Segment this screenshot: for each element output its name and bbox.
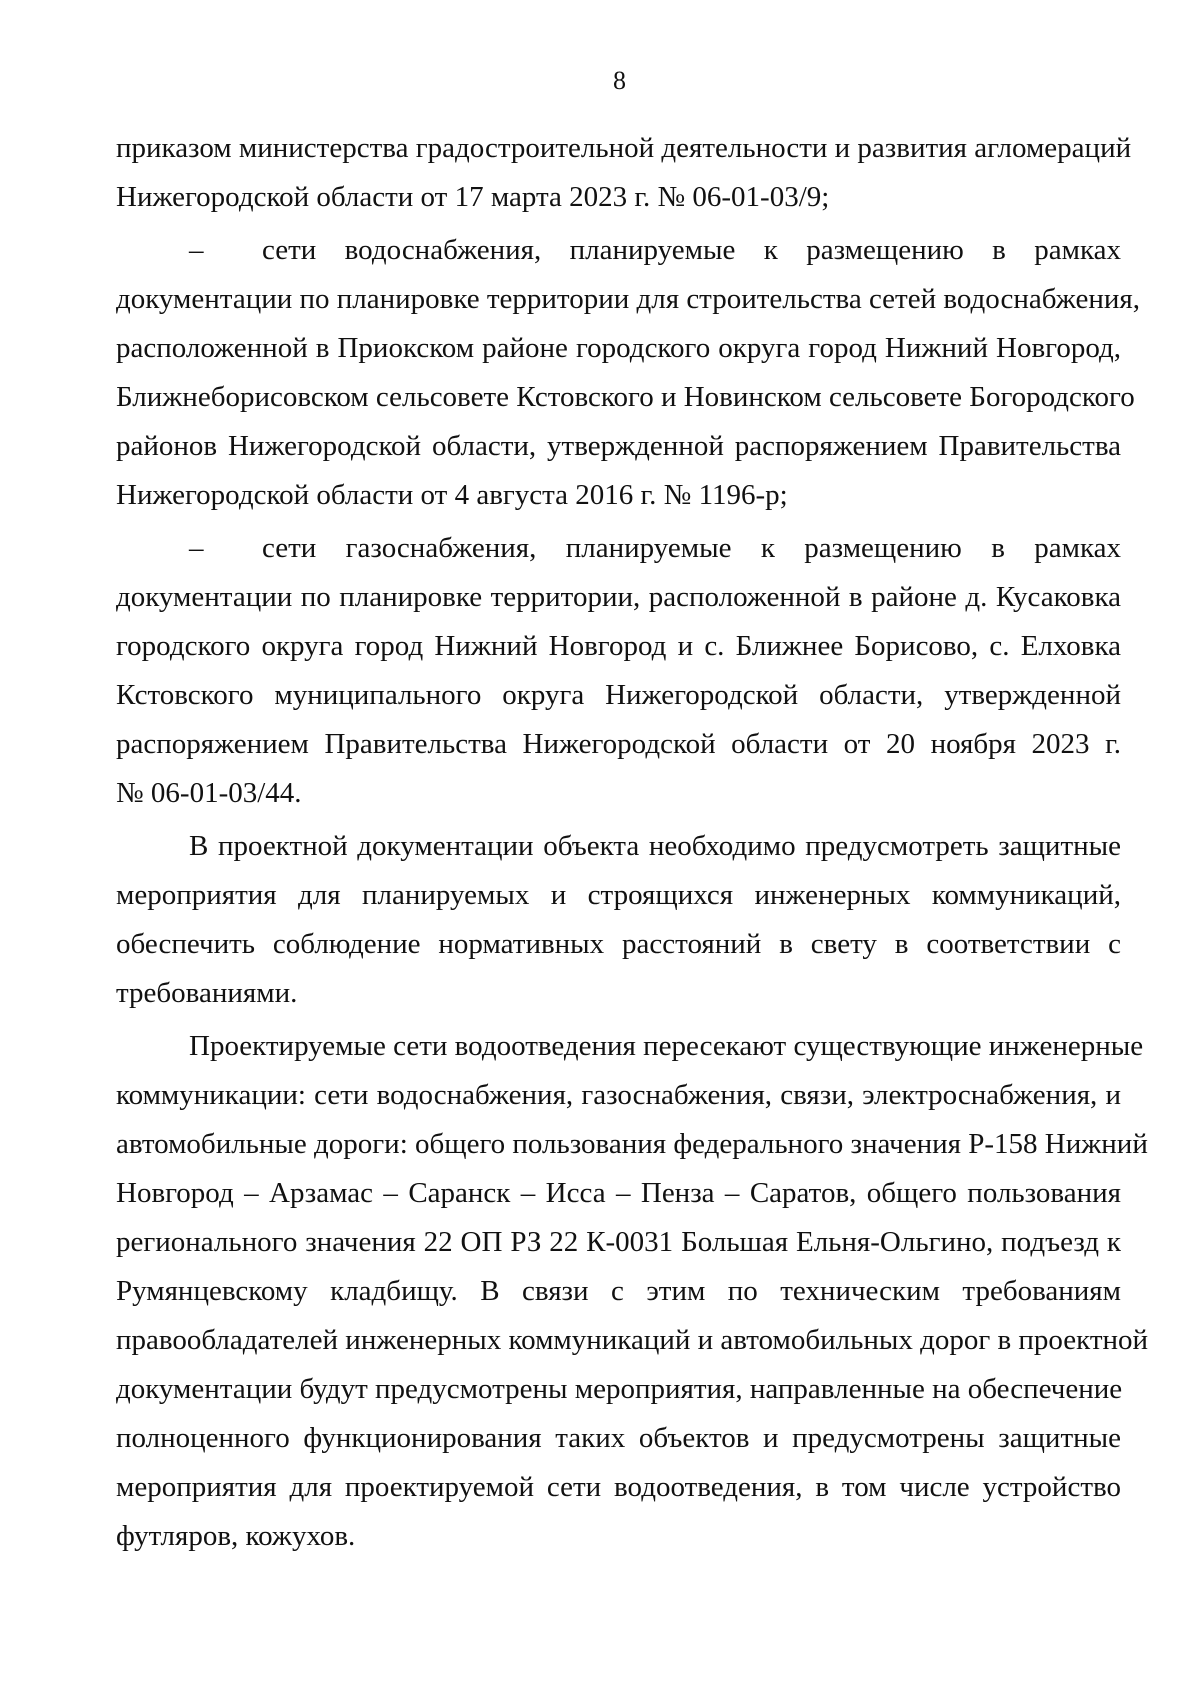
- text-line: Нижегородской области от 4 августа 2016 г. № 1196-р;: [116, 479, 788, 511]
- text-line: Нижегородской области от 17 марта 2023 г. № 06-01-03/9;: [116, 181, 830, 213]
- paragraph-protective-measures: [116, 822, 1121, 1018]
- text-line: коммуникации: сети водоснабжения, газоснабжения, связи, электроснабжения, и: [116, 1079, 1121, 1111]
- list-item-first-line: [116, 524, 1121, 573]
- text-line: документации по планировке территории для строительства сетей водоснабжения,: [116, 283, 1140, 315]
- text-line: расположенной в Приокском районе городского округа город Нижний Новгород,: [116, 332, 1121, 364]
- text-line: В проектной документации объекта необходимо предусмотреть защитные: [189, 830, 1121, 862]
- text-line: городского округа город Нижний Новгород и с. Ближнее Борисово, с. Елховка: [116, 630, 1121, 662]
- text-line: сети газоснабжения, планируемые к размещению в рамках: [262, 532, 1121, 564]
- paragraph-crossings: [116, 1022, 1149, 1561]
- text-line: автомобильные дороги: общего пользования федерального значения Р-158 Нижний: [116, 1128, 1148, 1160]
- paragraph-continuation: [116, 124, 1132, 222]
- document-body: [116, 124, 1149, 1561]
- text-line: документации будут предусмотрены мероприятия, направленные на обеспечение: [116, 1373, 1123, 1405]
- list-item-first-line: [116, 226, 1121, 275]
- list-item-water-supply: [116, 226, 1140, 520]
- text-line: распоряжением Правительства Нижегородской области от 20 ноября 2023 г.: [116, 728, 1121, 760]
- text-line: Румянцевскому кладбищу. В связи с этим по техническим требованиям: [116, 1275, 1121, 1307]
- text-line: Кстовского муниципального округа Нижегородской области, утвержденной: [116, 679, 1121, 711]
- text-line: регионального значения 22 ОП РЗ 22 К-0031 Большая Ельня-Ольгино, подъезд к: [116, 1226, 1121, 1258]
- text-line: сети водоснабжения, планируемые к размещению в рамках: [262, 234, 1121, 266]
- dash-marker: –: [189, 532, 204, 564]
- text-line: футляров, кожухов.: [116, 1520, 356, 1552]
- list-item-gas-supply: [116, 524, 1121, 818]
- text-line: Ближнеборисовском сельсовете Кстовского и Новинском сельсовете Богородского: [116, 381, 1135, 413]
- text-line: районов Нижегородской области, утвержденной распоряжением Правительства: [116, 430, 1121, 462]
- text-line: Новгород – Арзамас – Саранск – Исса – Пенза – Саратов, общего пользования: [116, 1177, 1121, 1209]
- page-number: 8: [613, 66, 626, 95]
- text-line: обеспечить соблюдение нормативных расстояний в свету в соответствии с: [116, 928, 1121, 960]
- text-line: мероприятия для планируемых и строящихся инженерных коммуникаций,: [116, 879, 1121, 911]
- dash-marker: –: [189, 234, 204, 266]
- text-line: № 06-01-03/44.: [116, 777, 302, 809]
- text-line: требованиями.: [116, 977, 298, 1009]
- text-line: документации по планировке территории, расположенной в районе д. Кусаковка: [116, 581, 1121, 613]
- text-line: полноценного функционирования таких объектов и предусмотрены защитные: [116, 1422, 1121, 1454]
- text-line: приказом министерства градостроительной деятельности и развития агломераций: [116, 132, 1132, 164]
- text-line: правообладателей инженерных коммуникаций и автомобильных дорог в проектной: [116, 1324, 1149, 1356]
- text-line: Проектируемые сети водоотведения пересекают существующие инженерные: [189, 1030, 1144, 1062]
- text-line: мероприятия для проектируемой сети водоотведения, в том числе устройство: [116, 1471, 1121, 1503]
